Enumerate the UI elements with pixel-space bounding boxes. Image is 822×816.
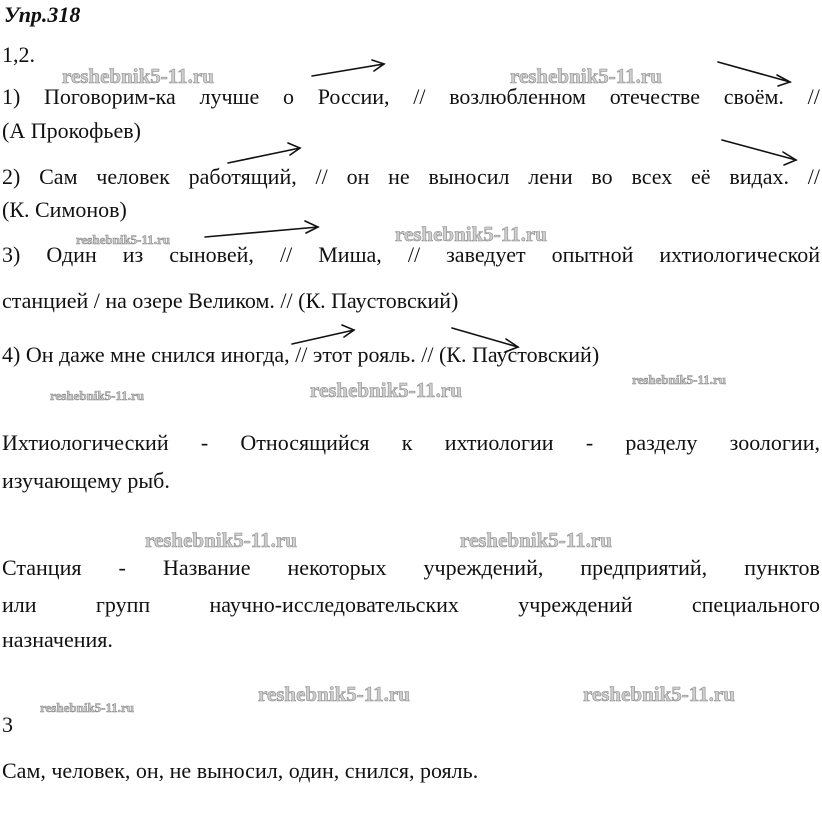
watermark: reshebnik5-11.ru xyxy=(460,528,612,552)
watermark: reshebnik5-11.ru xyxy=(510,64,662,88)
watermark: reshebnik5-11.ru xyxy=(258,682,410,706)
arrow-icon xyxy=(312,60,384,76)
sentence-4: 4) Он даже мне снился иногда, // этот рояль. // (К. Паустовский) xyxy=(2,342,600,367)
definition-ichthyological-line1: Ихтиологический - Относящийся к ихтиологии - разделу зоологии, xyxy=(2,430,820,455)
arrow-icon xyxy=(722,140,796,165)
exercise-title: Упр.318 xyxy=(4,2,81,27)
watermark: reshebnik5-11.ru xyxy=(40,700,135,715)
task-label-3: 3 xyxy=(2,712,13,737)
sentence-2: 2) Сам человек работящий, // он не выносил лени во всех её видах. // xyxy=(2,164,820,189)
sentence-1: 1) Поговорим-ка лучше о России, // возлюбленном отечестве своём. // xyxy=(2,84,820,109)
watermark: reshebnik5-11.ru xyxy=(310,378,462,402)
answer-3: Сам, человек, он, не выносил, один, снился, рояль. xyxy=(2,758,479,783)
sentence-2-author: (К. Симонов) xyxy=(2,197,127,222)
watermark: reshebnik5-11.ru xyxy=(145,528,297,552)
watermark: reshebnik5-11.ru xyxy=(632,372,727,387)
watermark: reshebnik5-11.ru xyxy=(395,222,547,246)
arrow-icon xyxy=(205,221,318,237)
watermark: reshebnik5-11.ru xyxy=(583,682,735,706)
watermark: reshebnik5-11.ru xyxy=(50,388,145,403)
sentence-3: 3) Один из сыновей, // Миша, // заведует опытной ихтиологической xyxy=(2,242,820,267)
watermark: reshebnik5-11.ru xyxy=(76,232,171,247)
task-label-1-2: 1,2. xyxy=(2,42,35,67)
sentence-1-author: (А Прокофьев) xyxy=(2,118,141,143)
definition-station-line3: назначения. xyxy=(2,627,113,652)
definition-station-line2: или групп научно-исследовательских учреждений специального xyxy=(2,592,820,617)
watermark: reshebnik5-11.ru xyxy=(62,64,214,88)
sentence-3-continuation: станцией / на озере Великом. // (К. Паустовский) xyxy=(2,288,459,313)
definition-station-line1: Станция - Название некоторых учреждений, предприятий, пунктов xyxy=(2,555,820,580)
definition-ichthyological-line2: изучающему рыб. xyxy=(2,468,170,493)
arrow-icon xyxy=(228,143,300,163)
arrow-icon xyxy=(718,62,790,86)
